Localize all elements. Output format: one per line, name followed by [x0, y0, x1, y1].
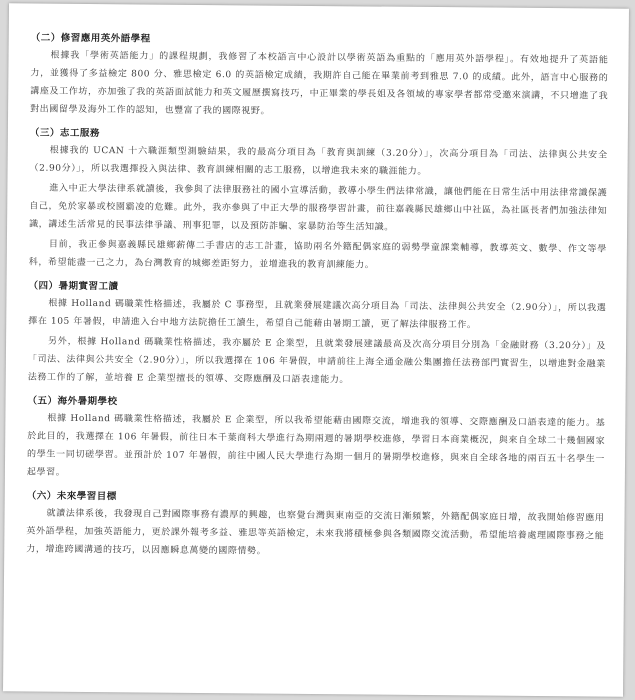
section-future-goals: [26, 487, 605, 563]
paragraph: 根據 Holland 碼職業性格描述，我屬於 E 企業型，所以我希望能藉由國際交流，增進我的領導、交際應酬及口語表達的能力。基於此目的，我選擇在 106 年暑假，前往日本千葉商科大學進行為期兩週的暑期學校進修，學習日本商業概況，與來自全球二十幾個國家的學生一同切磋學習。並預計於 107 年暑假，前往中國人民大學進行為期一個月的暑期學校進修，與來自全球各地的兩百五十名學生一起學習。: [26, 413, 606, 478]
section-title: （六）未來學習目標: [26, 490, 117, 503]
section-title: （三）志工服務: [29, 127, 100, 140]
paragraph: 根據我的 UCAN 十六職涯類型測驗結果，我的最高分項目為「教育與訓練（3.20分）」，次高分項目為「司法、法律與公共安全（2.90分）」，所以我選擇投入與法律、教育訓練相關的志工服務，以增進我未來的職涯能力。: [29, 145, 608, 177]
section-summer-internship: [28, 277, 607, 391]
document-body: [26, 25, 609, 569]
scanned-page: [3, 3, 629, 696]
paragraph: 進入中正大學法律系就讀後，我參與了法律服務社的國小宣導活動，教導小學生們法律常識，讓他們能在日常生活中用法律常識保護自己，免於家暴或校園霸凌的危難。此外，我亦參與了中正大學的服務學習計畫，前往嘉義縣民雄鄉山中社區，為社區長者們加強法律知識，講述生活常見的民事法律爭議、刑事犯罪，以及預防詐騙、家暴防治等生活知識。: [29, 183, 608, 233]
section-overseas-summer-school: [27, 392, 606, 486]
section-title: （四）暑期實習工讀: [28, 280, 119, 293]
paragraph: 目前，我正參與嘉義縣民雄鄉薪傳二手書店的志工計畫，協助兩名外籍配偶家庭的弱勢學童課業輔導，教導英文、數學、作文等學科，希望能盡一己之力，為台灣教育的城鄉差距努力，並增進我的教育訓練能力。: [28, 239, 607, 271]
section-title: （五）海外暑期學校: [27, 395, 118, 408]
section-volunteer-service: [29, 124, 608, 276]
paragraph: 根據我「學術英語能力」的課程規劃，我修習了本校語言中心設計以學術英語為重點的「應用英外語學程」。有效地提升了英語能力，並獲得了多益檢定 800 分、雅思檢定 6.0 的英語檢定成績，我期許自己能在畢業前考到雅思 7.0 的成績。此外，語言中心服務的講座及工作坊，亦加強了我的英語面試能力和英文履歷撰寫技巧，中正畢業的學長姐及各領域的專家學者都常受邀來演講，不只增進了我對出國留學及海外工作的認知，也豐富了我的國際視野。: [30, 50, 609, 117]
paragraph: 另外，根據 Holland 碼職業性格描述，我亦屬於 E 企業型，且就業發展建議最高及次高分項目分別為「金融財務（3.20分）」及「司法、法律與公共安全（2.90分）」，所以我選擇在 106 年暑假，申請前往上海全通金融公集團擔任法務部門實習生，以增進對金融業法務工作的了解，並培養 E 企業型擅長的領導、交際應酬及口語表達能力。: [27, 336, 607, 386]
section-title: （二）修習應用英外語學程: [30, 32, 151, 45]
paragraph: 就讀法律系後，我發現自己對國際事務有濃厚的興趣，也察覺台灣與東南亞的交流日漸頻繁，外籍配偶家庭日增，故我開始修習應用英外語學程，加強英語能力，更於課外報考多益、雅思等英語檢定，未來我將積極參與各類國際交流活動，希望能培養處理國際事務之能力，增進跨國溝通的技巧，以因應瞬息萬變的國際情勢。: [26, 508, 605, 557]
paragraph: 根據 Holland 碼職業性格描述，我屬於 C 事務型，且就業發展建議次高分項目為「司法、法律與公共安全（2.90分）」，所以我選擇在 105 年暑假，申請進入台中地方法院擔任工讀生，希望自己能藉由暑期工讀，更了解法律服務工作。: [28, 298, 607, 331]
section-english-program: [30, 29, 609, 123]
